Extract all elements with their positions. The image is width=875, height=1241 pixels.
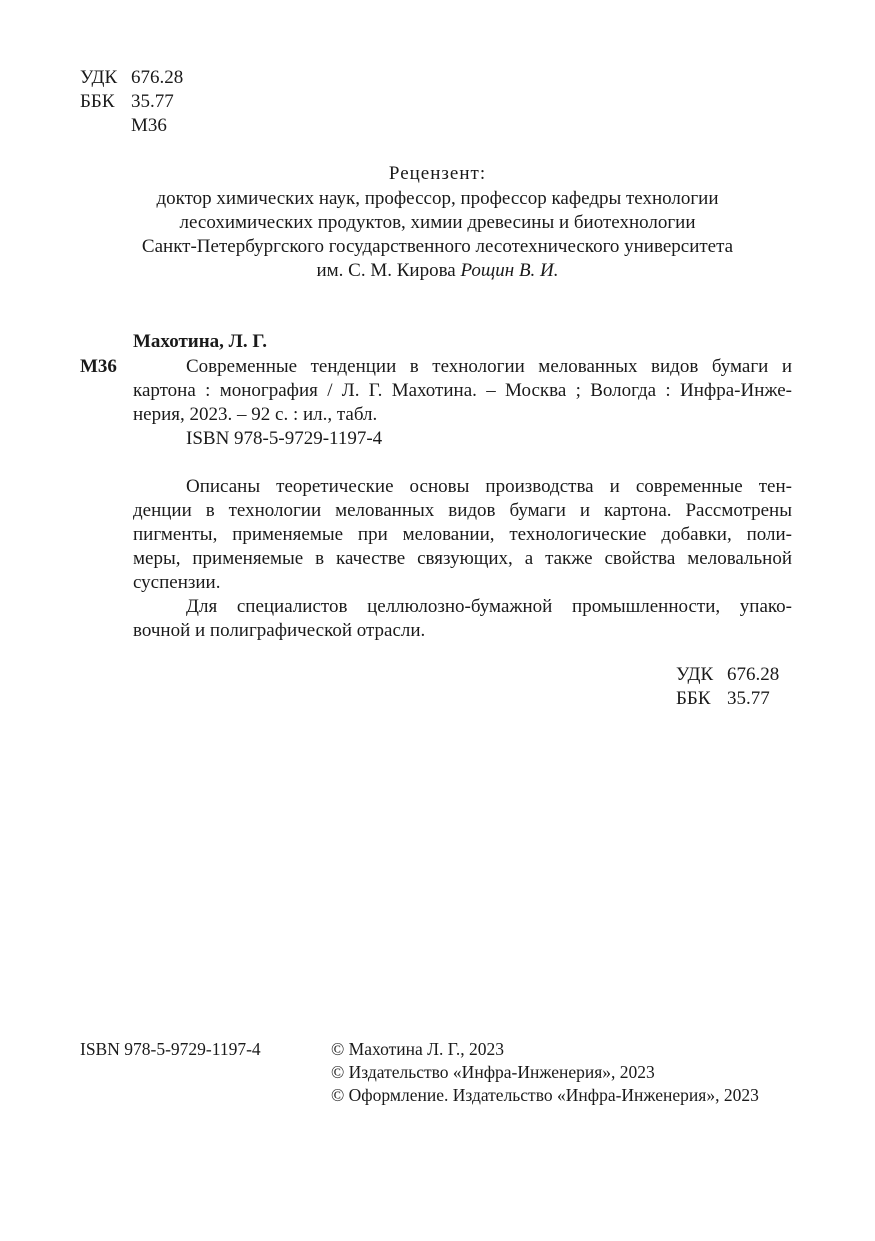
classification-bottom [676, 663, 779, 711]
bbk-value: 35.77 [727, 688, 770, 709]
udk-label: УДК [676, 664, 714, 685]
bib-isbn: ISBN 978-5-9729-1197-4 [186, 428, 383, 449]
abstract-line: суспензии. [133, 572, 221, 593]
abstract-line: меры, применяемые в качестве связующих, а также свойства меловальной [133, 548, 792, 569]
abstract-line: Описаны теоретические основы производства и современные тен- [186, 476, 792, 497]
reviewer-name: Рощин В. И. [460, 260, 559, 281]
udk-label: УДК [80, 67, 118, 88]
abstract-line: пигменты, применяемые при меловании, технологические добавки, поли- [133, 524, 792, 545]
bbk-label: ББК [80, 91, 115, 112]
bbk-label: ББК [676, 688, 711, 709]
reviewer-affiliation-end: им. С. М. Кирова [316, 260, 461, 281]
copyright-line: © Оформление. Издательство «Инфра-Инженерия», 2023 [331, 1085, 759, 1105]
copyright-line: © Махотина Л. Г., 2023 [331, 1039, 505, 1059]
copyright-line: © Издательство «Инфра-Инженерия», 2023 [331, 1062, 655, 1082]
author-heading: Махотина, Л. Г. [133, 331, 268, 352]
classification-top [80, 66, 183, 138]
udk-value: 676.28 [727, 664, 780, 685]
audience-line: вочной и полиграфической отрасли. [133, 620, 426, 641]
reviewer-heading: Рецензент: [388, 163, 487, 184]
audience-line: Для специалистов целлюлозно-бумажной промышленности, упако- [186, 596, 792, 617]
reviewer-line-4 [0, 259, 875, 283]
bib-line-2: картона : монография / Л. Г. Махотина. – Москва ; Вологда : Инфра-Инже- [133, 380, 792, 401]
bbk-row [676, 687, 779, 711]
bbk-value: 35.77 [131, 91, 174, 112]
udk-row [80, 66, 183, 90]
udk-row [676, 663, 779, 687]
reviewer-line-1: доктор химических наук, профессор, профессор кафедры технологии [156, 188, 719, 209]
footer-isbn: ISBN 978-5-9729-1197-4 [80, 1039, 261, 1059]
bib-line-3: нерия, 2023. – 92 с. : ил., табл. [133, 404, 378, 425]
author-mark: М36 [80, 356, 117, 377]
udk-value: 676.28 [131, 67, 184, 88]
bbk-row [80, 90, 183, 114]
author-mark-top: М36 [131, 115, 167, 136]
reviewer-line-3: Санкт-Петербургского государственного лесотехнического университета [141, 236, 734, 257]
abstract-line: денции в технологии мелованных видов бумаги и картона. Рассмотрены [133, 500, 792, 521]
bib-line-1: Современные тенденции в технологии мелованных видов бумаги и [186, 356, 792, 377]
reviewer-line-2: лесохимических продуктов, химии древесины и биотехнологии [179, 212, 696, 233]
